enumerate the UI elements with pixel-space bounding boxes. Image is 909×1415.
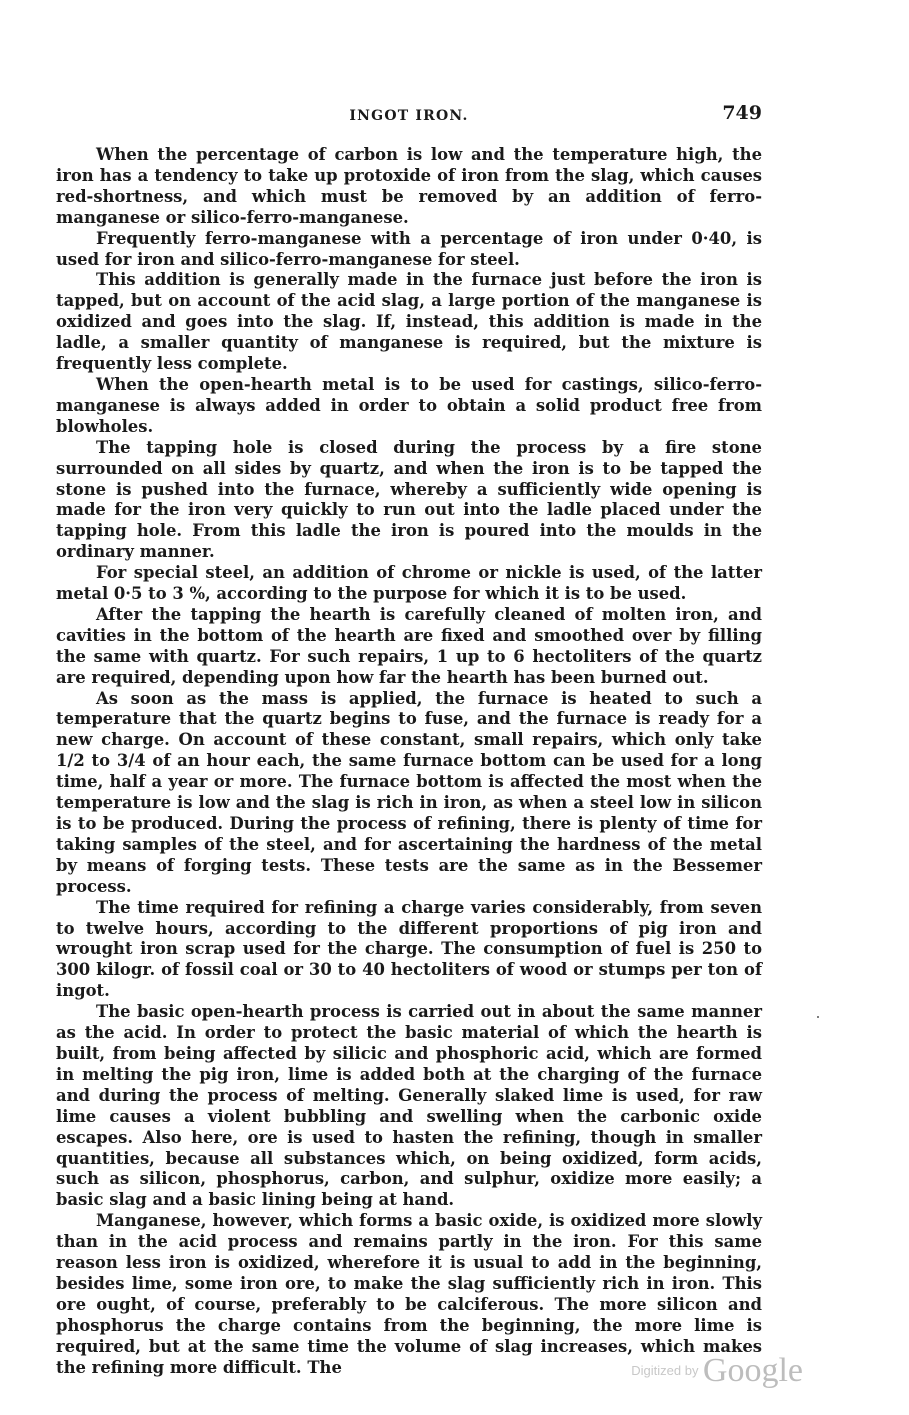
section-lead-bold: The basic open-hearth process: [96, 1002, 380, 1022]
paragraph: Manganese, however, which forms a basic oxide, is oxidized more slowly than in the acid process and remains partly in the iron. For this same reason less iron is oxidized, wherefore it is usual to add in the beginning, besides lime, some iron ore, to make the slag sufficiently rich in iron. This ore ought, of course, preferably to be calciferous. The more silicon and phosphorus the charge contains from the beginning, the more lime is required, but at the same time the volume of slag increases, which makes the refining more difficult. The: [56, 1211, 762, 1377]
paragraph: When the percentage of carbon is low and the temperature high, the iron has a tendency to take up protoxide of iron from the slag, which causes red-shortness, and which must be removed by an addition of ferro-manganese or silico-ferro-manganese.: [56, 145, 762, 227]
body-text: [56, 145, 762, 1378]
page-number: 749: [722, 102, 762, 124]
paragraph: When the open-hearth metal is to be used for castings, silico-ferro-manganese is always added in order to obtain a solid product free from blowholes.: [56, 374, 762, 436]
digitized-by-text: Digitized by: [631, 1363, 699, 1378]
paragraph: This addition is generally made in the furnace just before the iron is tapped, but on account of the acid slag, a large portion of the manganese is oxidized and goes into the slag. If, instead, this addition is made in the ladle, a smaller quantity of manganese is required, but the mixture is frequently less complete.: [56, 270, 762, 374]
paragraph-text: is carried out in about the same manner as the acid. In order to protect the basic material of which the hearth is built, from being affected by silicic and phosphoric acid, which are formed in melting the pig iron, lime is added both at the charging of the furnace and during the process of melting. Generally slaked lime is used, for raw lime causes a violent bubbling and swelling when the carbonic oxide escapes. Also here, ore is used to hasten the refining, though in smaller quantities, because all substances which, on being oxidized, form acids, such as silicon, phosphorus, carbon, and sulphur, oxidize more easily; a basic slag and a basic lining being at hand.: [56, 1002, 762, 1210]
digitized-watermark: [631, 1352, 803, 1390]
google-logo: Google: [702, 1352, 803, 1389]
paragraph: After the tapping the hearth is carefully cleaned of molten iron, and cavities in the bottom of the hearth are fixed and smoothed over by filling the same with quartz. For such repairs, 1 up to 6 hectoliters of the quartz are required, depending upon how far the hearth has been burned out.: [56, 604, 762, 687]
paragraph: The tapping hole is closed during the process by a fire stone surrounded on all sides by quartz, and when the iron is to be tapped the stone is pushed into the furnace, whereby a sufficiently wide opening is made for the iron very quickly to run out into the ladle placed under the tapping hole. From this ladle the iron is poured into the moulds in the ordinary manner.: [56, 437, 762, 562]
paragraph: Frequently ferro-manganese with a percentage of iron under 0·40, is used for iron and silico-ferro-manganese for steel.: [56, 228, 762, 269]
paragraph: For special steel, an addition of chrome or nickle is used, of the latter metal 0·5 to 3 %, according to the purpose for which it is to be used.: [56, 563, 762, 604]
paragraph: As soon as the mass is applied, the furnace is heated to such a temperature that the quartz begins to fuse, and the furnace is ready for a new charge. On account of these constant, small repairs, which only take 1/2 to 3/4 of an hour each, the same furnace bottom can be used for a long time, half a year or more. The furnace bottom is affected the most when the temperature is low and the slag is rich in iron, as when a steel low in silicon is to be produced. During the process of refining, there is plenty of time for taking samples of the steel, and for ascertaining the hardness of the metal by means of forging tests. These tests are the same as in the Bessemer process.: [56, 688, 762, 896]
page-header: [56, 102, 762, 132]
running-title: INGOT IRON.: [349, 108, 469, 124]
basic-process-paragraph: [56, 1002, 762, 1211]
paragraph: The time required for refining a charge varies considerably, from seven to twelve hours, according to the different proportions of pig iron and wrought iron scrap used for the charge. The consumption of fuel is 250 to 300 kilogr. of fossil coal or 30 to 40 hectoliters of wood or stumps per ton of ingot.: [56, 897, 762, 1001]
scan-speck: [817, 1016, 819, 1018]
